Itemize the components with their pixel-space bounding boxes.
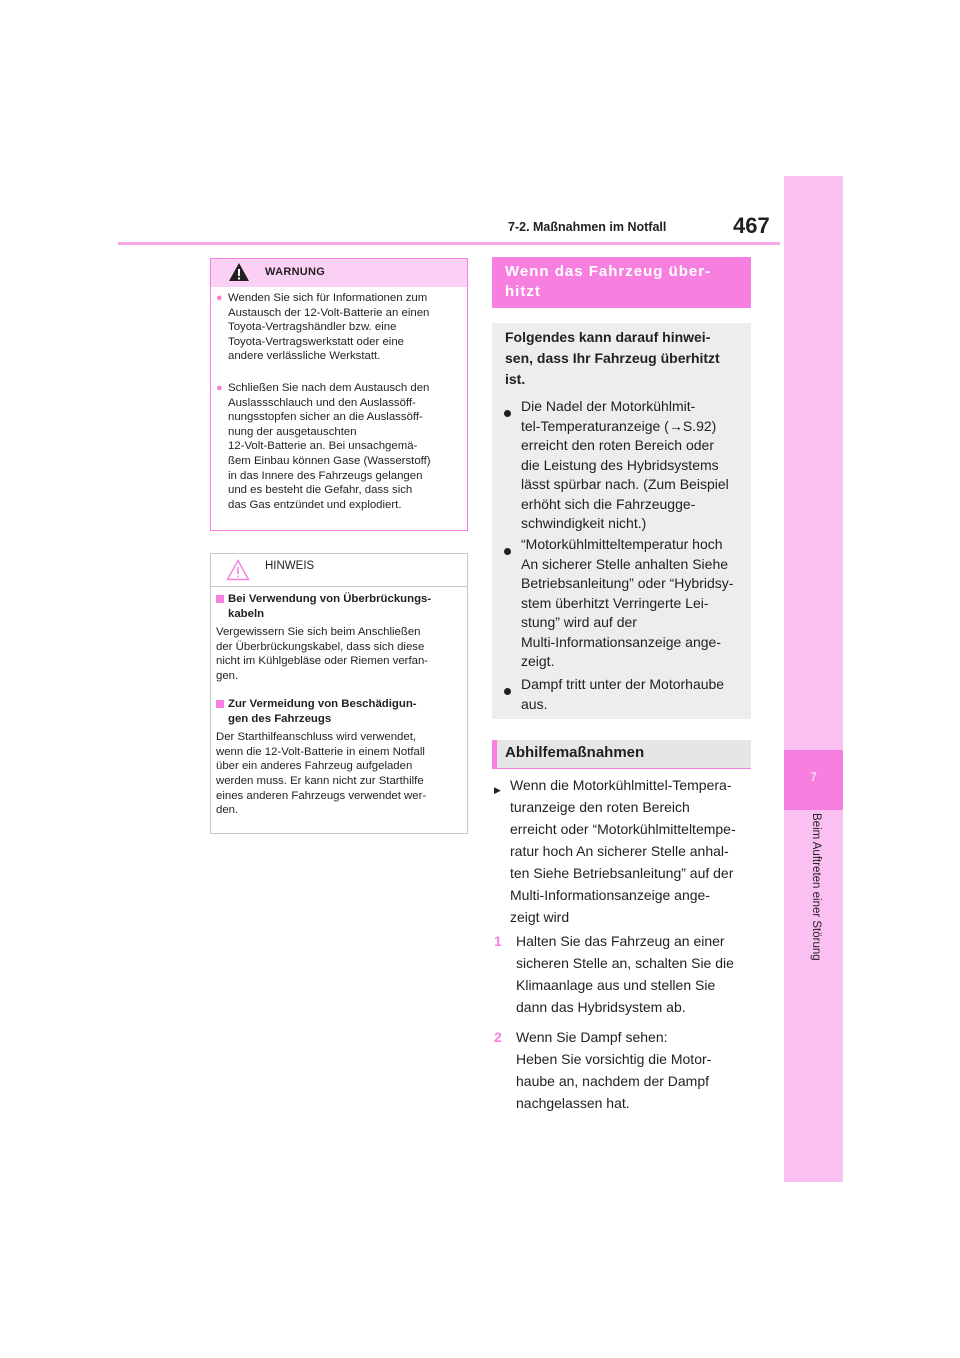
bullet-dot-icon bbox=[504, 548, 511, 555]
warning-item: ● Schließen Sie nach dem Austausch den Auslassschlauch und den Auslassöff- nungsstopfen sicher an die Auslassöff- nung der ausgetauschten 12-Volt-Batterie an. Bei unsachgemä- ßem Einbau können Gase (Wasserstoff) in das Innere des Fahrzeugs gelangen und es besteht die Gefahr, dass sich das Gas entzündet und explodiert. bbox=[216, 382, 431, 511]
overheat-sign-item: Die Nadel der Motorkühlmit- tel-Temperaturanzeige (→S.92) erreicht den roten Bereich oder die Leistung des Hybridsystems lässt spürbar nach. (Zum Beispiel erhöht sich die Fahrzeugge- schwindigkeit nicht.) bbox=[504, 397, 749, 534]
warning-triangle-icon bbox=[228, 262, 250, 282]
chapter-side-tab bbox=[784, 176, 843, 1182]
note-divider bbox=[211, 586, 467, 587]
chapter-number: 7 bbox=[810, 770, 817, 784]
circle-bullet-icon: ● bbox=[216, 382, 223, 394]
overheat-sign-item: Dampf tritt unter der Motorhaube aus. bbox=[504, 675, 749, 714]
header-rule bbox=[118, 242, 780, 245]
warning-item: ● Wenden Sie sich für Informationen zum Austausch der 12-Volt-Batterie an einen Toyota-Vertragshändler bzw. eine Toyota-Vertragswerkstatt oder eine andere verlässliche Werkstatt. bbox=[216, 292, 430, 363]
overheat-intro: Folgendes kann darauf hinwei- sen, dass Ihr Fahrzeug überhitzt ist. bbox=[505, 329, 720, 387]
triangle-marker-icon: ▶ bbox=[494, 785, 501, 795]
note-section: Zur Vermeidung von Beschädigun- gen des Fahrzeugs Der Starthilfeanschluss wird verwendet, wenn die 12-Volt-Batterie in einem Notfall über ein anderes Fahrzeug aufgeladen werden muss. Er kann nicht zur Starthilfe eines anderen Fahrzeugs verwendet wer- den. bbox=[216, 698, 427, 817]
note-title: HINWEIS bbox=[265, 560, 315, 572]
square-bullet-icon bbox=[216, 595, 224, 603]
remedy-rule bbox=[492, 768, 751, 769]
step-number: 1 bbox=[494, 933, 502, 949]
bullet-dot-icon bbox=[504, 410, 511, 417]
chapter-title: Beim Auftreten einer Störung bbox=[810, 813, 822, 961]
remedy-step: 1 Halten Sie das Fahrzeug an einer sicheren Stelle an, schalten Sie die Klimaanlage aus und stellen Sie dann das Hybridsystem ab. bbox=[494, 930, 750, 1018]
bullet-dot-icon bbox=[504, 688, 511, 695]
remedy-condition: ▶ Wenn die Motorkühlmittel-Tempera- turanzeige den roten Bereich erreicht oder “Motorkühlmitteltempe- ratur hoch An sicherer Stelle anhal- ten Siehe Betriebsanleitung” auf der Multi-Informationsanzeige ange- zeigt wird bbox=[494, 774, 750, 928]
notice-triangle-icon bbox=[226, 559, 250, 581]
remedy-step: 2 Wenn Sie Dampf sehen: Heben Sie vorsichtig die Motor- haube an, nachdem der Dampf nachgelassen hat. bbox=[494, 1026, 750, 1114]
section-title: 7-2. Maßnahmen im Notfall bbox=[508, 220, 667, 234]
square-bullet-icon bbox=[216, 700, 224, 708]
overheat-title: Wenn das Fahrzeug über- hitzt bbox=[505, 263, 712, 300]
note-section: Bei Verwendung von Überbrückungs- kabeln Vergewissern Sie sich beim Anschließen der Überbrückungskabel, dass sich diese nicht im Kühlgebläse oder Riemen verfan- gen. bbox=[216, 593, 432, 682]
remedy-title: Abhilfemaßnahmen bbox=[505, 744, 645, 761]
overheat-sign-item: “Motorkühlmitteltemperatur hoch An sicherer Stelle anhalten Siehe Betriebsanleitung” oder “Hybridsy- stem überhitzt Verringerte Lei- stung” wird auf der Multi-Informationsanzeige ange- zeigt. bbox=[504, 535, 749, 672]
page-number: 467 bbox=[733, 213, 770, 238]
circle-bullet-icon: ● bbox=[216, 292, 223, 304]
step-number: 2 bbox=[494, 1029, 502, 1045]
warning-title: WARNUNG bbox=[265, 266, 326, 278]
